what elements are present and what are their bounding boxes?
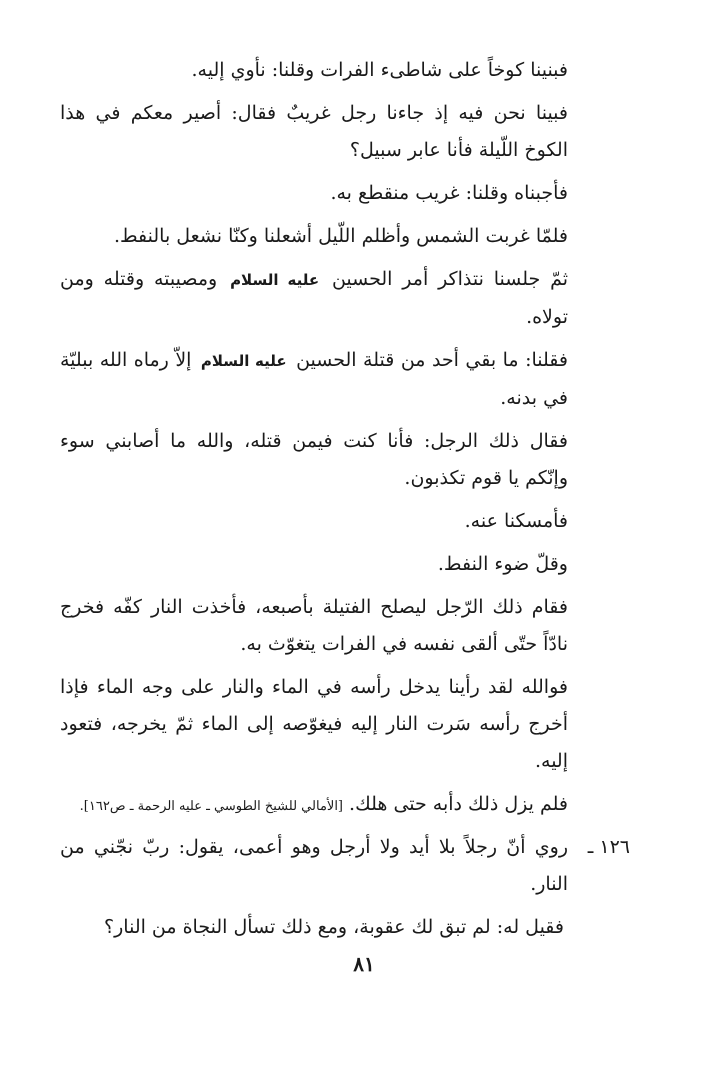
paragraph-remembrance-before: ثمّ جلسنا نتذاكر أمر الحسين — [331, 268, 569, 290]
paragraph-killers-before: فقلنا: ما بقي أحد من قتلة الحسين — [296, 349, 568, 371]
paragraph-reply: فأجبناه وقلنا: غريب منقطع به. — [330, 182, 568, 204]
honorific-glyph: عليه السلام — [200, 352, 287, 370]
paragraph-sunset: فلمّا غربت الشمس وأظلم اللّيل أشعلنا وكنّا نشعل بالنفط. — [113, 225, 568, 247]
paragraph-remembrance-after: ومصيبته وقتله ومن تولاه. — [60, 268, 568, 328]
hadith-text: روي أنّ رجلاً بلا أيد ولا أرجل وهو أعمى، يقول: ربّ نجّني من النار. — [60, 836, 568, 895]
hadith-entry — [60, 829, 630, 903]
paragraph-killers-after: إلاّ رماه الله ببليّة في بدنه. — [60, 349, 568, 409]
honorific-glyph: عليه السلام — [230, 271, 320, 289]
paragraph-light-dims: وقلّ ضوء النفط. — [437, 553, 568, 575]
page-body — [60, 52, 630, 952]
paragraph-fire: فقام ذلك الرّجل ليصلح الفتيلة بأصبعه، فأخذت النار كفّه فخرج نادّاً حتّى ألقى نفسه في الفرات يتغوّث به. — [60, 596, 568, 655]
paragraph-closing: فقيل له: لم تبق لك عقوبة، ومع ذلك تسأل النجاة من النار؟ — [104, 916, 564, 938]
page-number: ٨١ — [353, 952, 375, 976]
hadith-number: ١٢٦ ـ — [587, 836, 630, 858]
paragraph-killers — [60, 342, 568, 417]
paragraph-stranger-arrives: فبينا نحن فيه إذ جاءنا رجل غريبٌ فقال: أصير معكم في هذا الكوخ اللّيلة فأنا عابر سبيل؟ — [60, 102, 568, 161]
paragraph-confession: فقال ذلك الرجل: فأنا كنت فيمن قتله، والله ما أصابني سوء وإنّكم يا قوم تكذبون. — [60, 430, 568, 489]
paragraph-silence: فأمسكنا عنه. — [464, 510, 568, 532]
citation-reference: [الأمالي للشيخ الطوسي ـ عليه الرحمة ـ ص١٦٢]. — [79, 799, 343, 814]
paragraph-death-text: فلم يزل ذلك دأبه حتى هلك. — [349, 793, 568, 815]
paragraph-river: فوالله لقد رأينا يدخل رأسه في الماء والنار على وجه الماء فإذا أخرج رأسه سَرت النار إليه فيغوّصه إلى الماء ثمّ يخرجه، فتعود إليه. — [60, 676, 568, 772]
paragraph-remembrance — [60, 261, 568, 336]
paragraph-hut: فبنينا كوخاً على شاطىء الفرات وقلنا: نأوي إليه. — [191, 59, 568, 81]
paragraph-death — [60, 786, 568, 823]
